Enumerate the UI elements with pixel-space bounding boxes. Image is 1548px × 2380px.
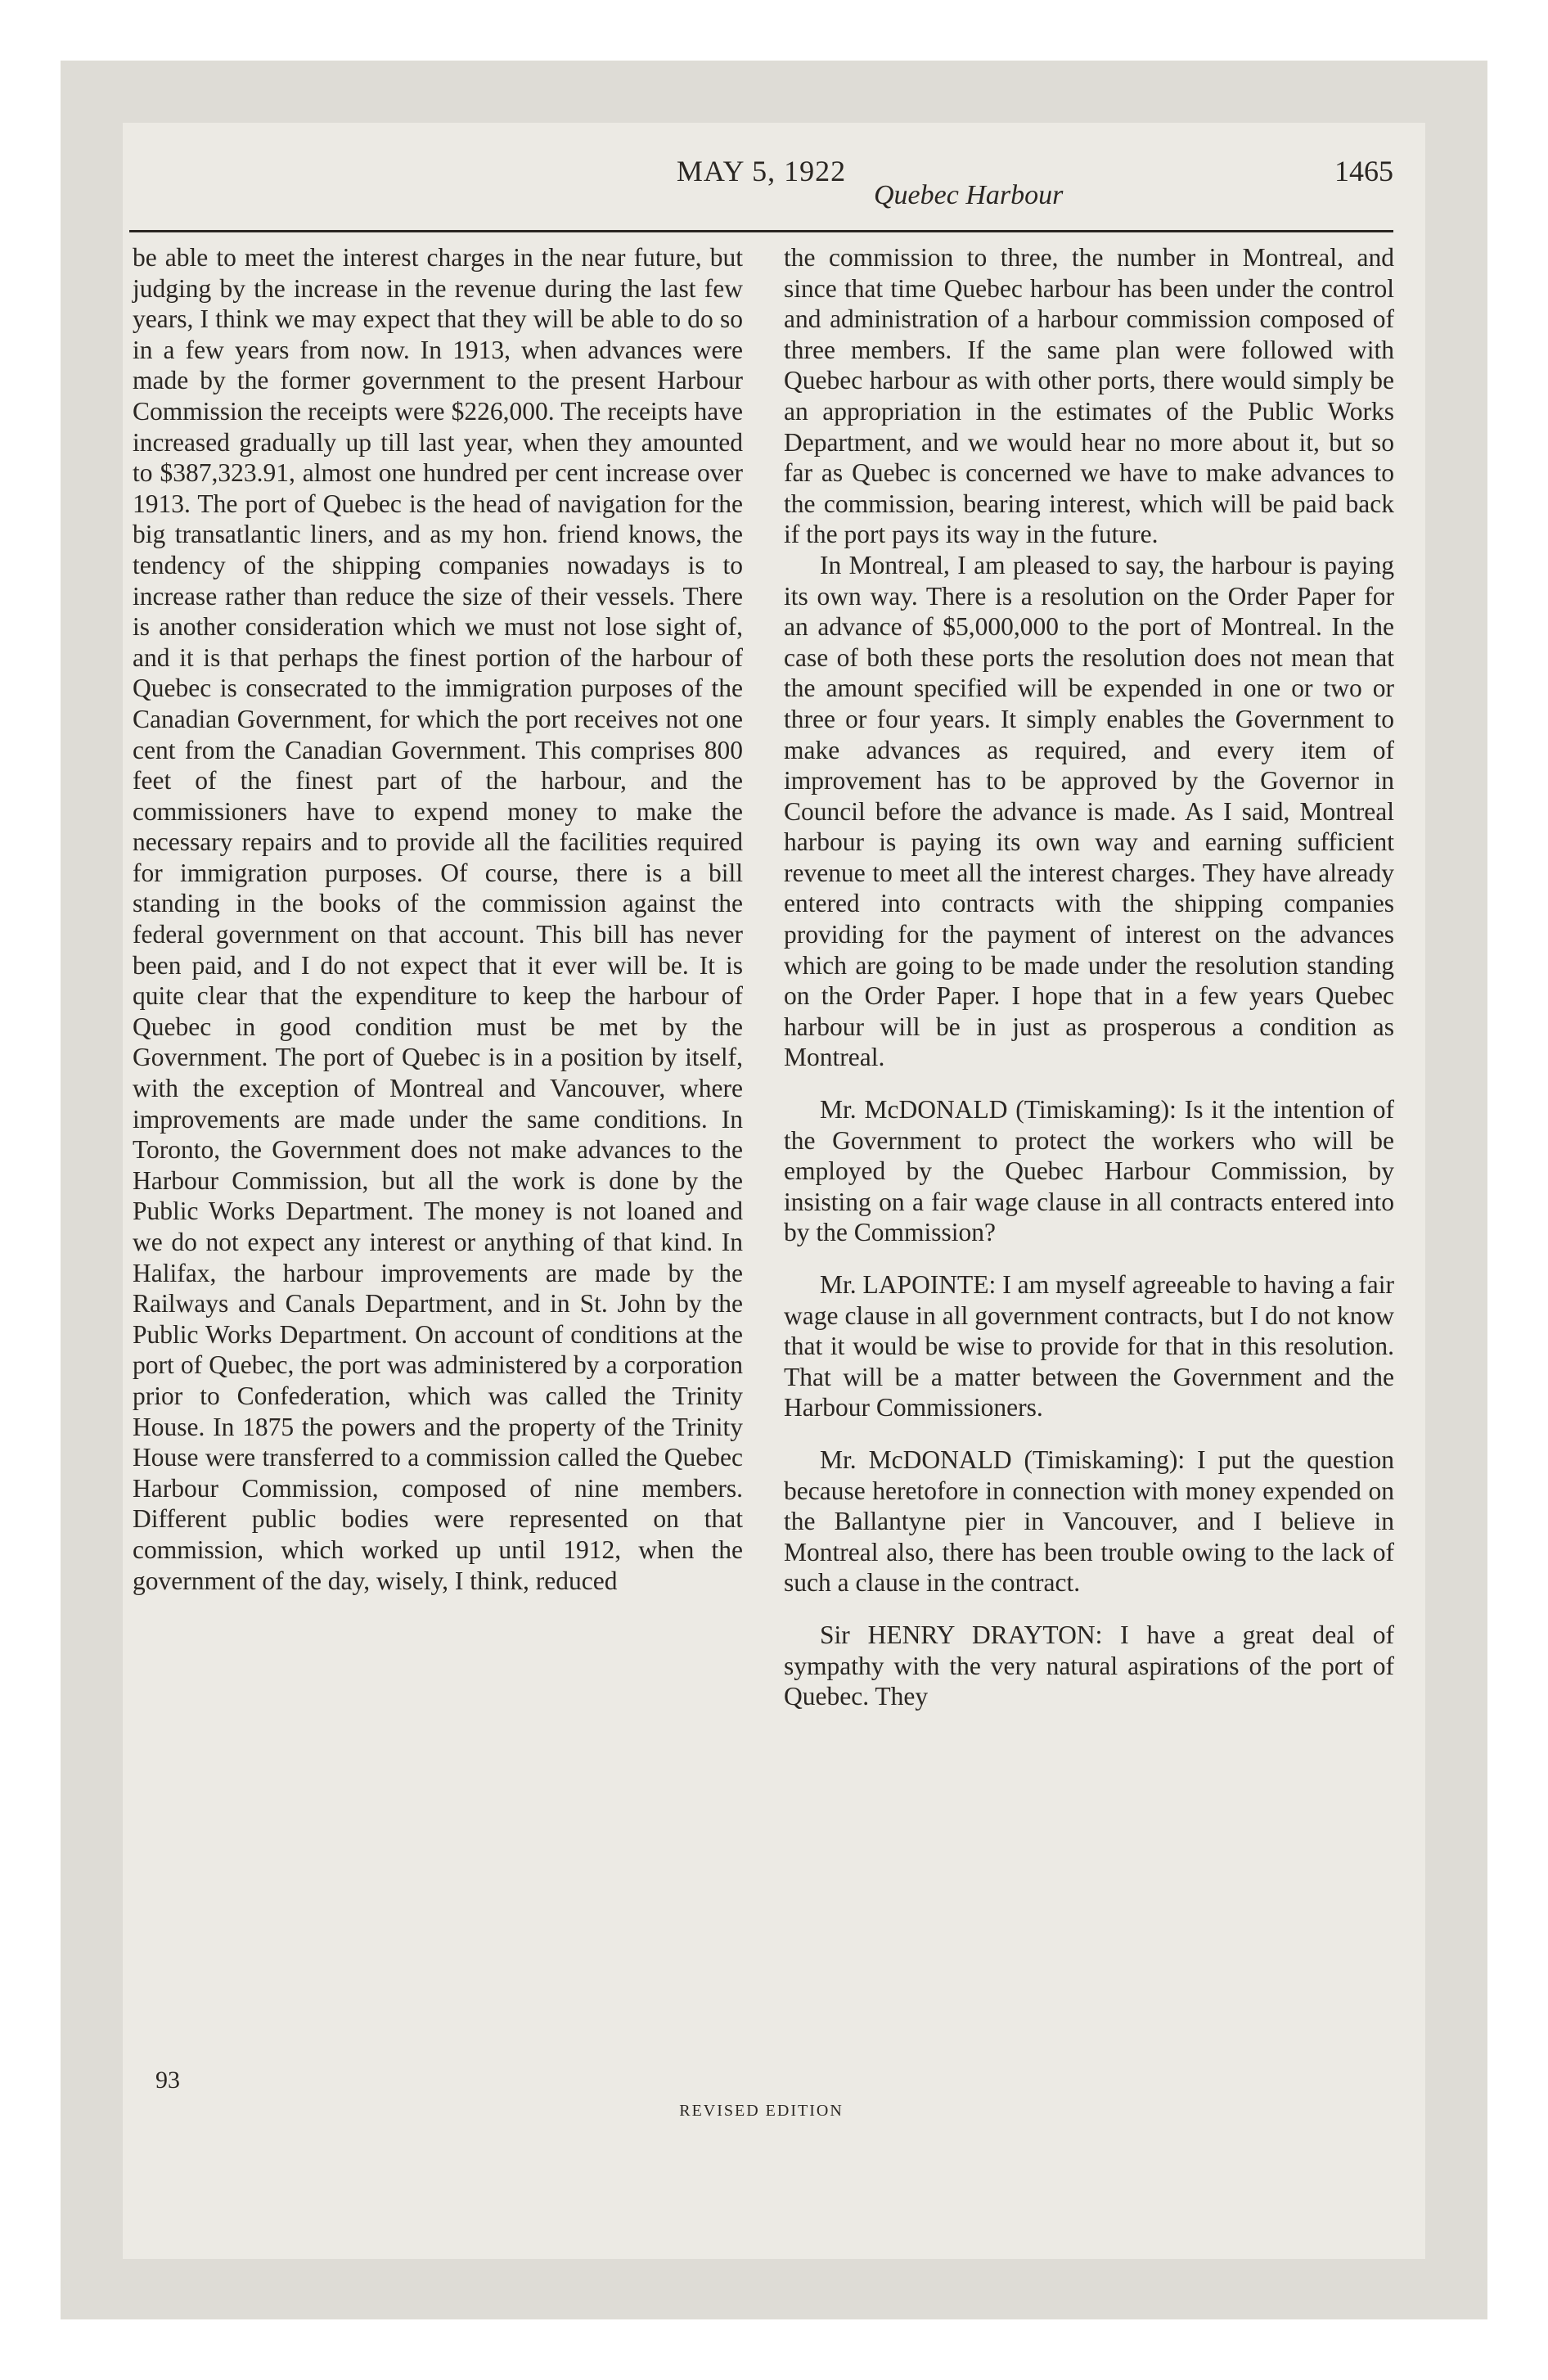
header-rule	[129, 230, 1393, 232]
paragraph: be able to meet the interest charges in the near future, but judging by the increase in the revenue during the last few years, I think we may expect that they will be able to do so in a few years from now. In 1913, when advances were made by the former government to the present Harbour Commission the receipts were $226,000. The receipts have increased gradually up till last year, when they amounted to $387,323.91, almost one hundred per cent increase over 1913. The port of Quebec is the head of navigation for the big transatlantic liners, and as my hon. friend knows, the tendency of the shipping companies nowadays is to increase rather than reduce the size of their vessels. There is another consideration which we must not lose sight of, and it is that perhaps the finest portion of the harbour of Quebec is consecrated to the immigration purposes of the Canadian Government, for which the port receives not one cent from the Canadian Government. This comprises 800 feet of the finest part of the harbour, and the commissioners have to expend money to make the necessary repairs and to provide all the facilities required for immigration purposes. Of course, there is a bill standing in the books of the commission against the federal government on that account. This bill has never been paid, and I do not expect that it ever will be. It is quite clear that the expenditure to keep the harbour of Quebec in good condition must be met by the Government. The port of Quebec is in a position by itself, with the exception of Montreal and Vancouver, where improvements are made under the same conditions. In Toronto, the Government does not make advances to the Harbour Commission, but all the work is done by the Public Works Department. The money is not loaned and we do not expect any interest or anything of that kind. In Halifax, the harbour improvements are made by the Railways and Canals Department, and in St. John by the Public Works Department. On account of conditions at the port of Quebec, the port was administered by a corporation prior to Confederation, which was called the Trinity House. In 1875 the powers and the property of the Trinity House were transferred to a commission called the Quebec Harbour Commission, composed of nine members. Different public bodies were represented on that commission, which worked up until 1912, when the government of the day, wisely, I think, reduced	[133, 243, 743, 1595]
left-column	[133, 242, 743, 1596]
page-header	[129, 154, 1393, 219]
paragraph: In Montreal, I am pleased to say, the harbour is paying its own way. There is a resolution on the Order Paper for an advance of $5,000,000 to the port of Montreal. In the case of both these ports the resolution does not mean that the amount specified will be expended in one or two or three or four years. It simply enables the Government to make advances as required, and every item of improvement has to be approved by the Governor in Council before the advance is made. As I said, Montreal harbour is paying its own way and earning sufficient revenue to meet all the interest charges. They have already entered into contracts with the shipping companies providing for the payment of interest on the advances which are going to be made under the resolution standing on the Order Paper. I hope that in a few years Quebec harbour will be in just as prosperous a condition as Montreal.	[784, 550, 1394, 1072]
running-head: Quebec Harbour	[874, 180, 1064, 210]
header-date: MAY 5, 1922	[676, 155, 847, 187]
folio-number: 93	[155, 2067, 180, 2094]
page-number: 1465	[1334, 155, 1393, 187]
right-column	[784, 242, 1394, 1712]
speech-drayton: Sir HENRY DRAYTON: I have a great deal of sympathy with the very natural aspirations of the port of Quebec. They	[784, 1620, 1394, 1711]
speech-mcdonald-question: Mr. McDONALD (Timiskaming): Is it the intention of the Government to protect the workers who will be employed by the Quebec Harbour Commission, by insisting on a fair wage clause in all contracts entered into by the Commission?	[784, 1095, 1394, 1247]
edition-note: REVISED EDITION	[679, 2102, 844, 2120]
speech-lapointe: Mr. LAPOINTE: I am myself agreeable to having a fair wage clause in all government contracts, but I do not know that it would be wise to provide for that in this resolution. That will be a matter between the Government and the Harbour Commissioners.	[784, 1270, 1394, 1422]
speech-mcdonald-followup: Mr. McDONALD (Timiskaming): I put the question because heretofore in connection with money expended on the Ballantyne pier in Vancouver, and I believe in Montreal also, there has been trouble owing to the lack of such a clause in the contract.	[784, 1445, 1394, 1598]
paragraph: the commission to three, the number in Montreal, and since that time Quebec harbour has been under the control and administration of a harbour commission composed of three members. If the same plan were followed with Quebec harbour as with other ports, there would simply be an appropriation in the estimates of the Public Works Department, and we would hear no more about it, but so far as Quebec is concerned we have to make advances to the commission, bearing interest, which will be paid back if the port pays its way in the future.	[784, 243, 1394, 549]
